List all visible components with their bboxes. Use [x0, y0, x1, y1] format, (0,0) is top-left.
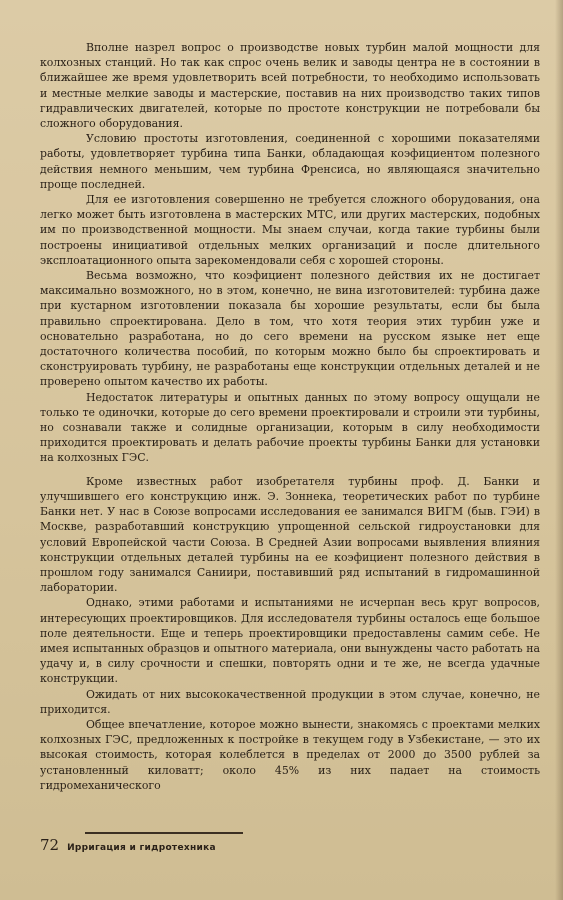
paragraph-8: Ожидать от них высококачественной продукции в этом случае, конечно, не приходится. — [40, 687, 540, 716]
paragraph-3: Для ее изготовления совершенно не требуется сложного оборудования, она легко может быть изготовлена в мастерских МТС, или других мастерских, подобных им по производственной мощности. Мы знаем случаи, когда такие турбины были построены инициативой отдельных мелких организаций и после длительного эксплоатационного опыта зарекомендовали себя с хорошей стороны. — [40, 193, 540, 267]
paragraph-2: Условию простоты изготовления, соединенной с хорошими показателями работы, удовлетворяет турбина типа Банки, обладающая коэфициентом полезного действия немного меньшим, чем турбина Френсиса, но являющаяся значительно проще последней. — [40, 132, 540, 191]
paragraph-5: Недостаток литературы и опытных данных по этому вопросу ощущали не только те одиночки, которые до сего времени проектировали и строили эти турбины, но сознавали также и солидные организации, которым в силу необходимости приходится проектировать и делать рабочие проекты турбины Банки для установки на колхозных ГЭС. — [40, 390, 540, 465]
page-footer — [40, 836, 216, 854]
body-text — [40, 40, 540, 793]
paragraph-7: Однако, этими работами и испытаниями не исчерпан весь круг вопросов, интересующих проектировщиков. Для исследователя турбины осталось еще большое поле деятельности. Еще и теперь проектировщики предоставлены самим себе. Не имея испытанных образцов и опытного материала, они вынуждены часто работать на удачу и, в силу срочности и спешки, повторять одни и те же, не всегда удачные конструкции. — [40, 596, 540, 686]
paragraph-9: Общее впечатление, которое можно вынести, знакомясь с проектами мелких колхозных ГЭС, предложенных к постройке в текущем году в Узбекистане, — это их высокая стоимость, которая колеблется в пределах от 2000 до 3500 рублей за установленный киловатт; около 45% из них падает на стоимость гидромеханического — [40, 717, 540, 792]
paragraph-4: Весьма возможно, что коэфициент полезного действия их не достигает максимально возможного, но в этом, конечно, не вина изготовителей: турбина даже при кустарном изготовлении показала бы хорошие результаты, если бы была правильно спроектирована. Дело в том, что хотя теория этих турбин уже и основательно разработана, но до сего времени на русском языке нет еще достаточного количества пособий, по которым можно было бы спроектировать и сконструировать турбину, не разработаны еще конструкции отдельных деталей и не проверено опытом качество их работы. — [40, 269, 540, 389]
journal-title: Ирригация и гидротехника — [67, 843, 216, 853]
footer-rule — [85, 832, 243, 834]
page-edge-shadow — [555, 0, 563, 900]
page-number: 72 — [40, 836, 60, 854]
paragraph-6: Кроме известных работ изобретателя турбины проф. Д. Банки и улучшившего его конструкцию инж. Э. Зоннека, теоретических работ по турбине Банки нет. У нас в Союзе вопросами исследования ее занимался ВИГМ (быв. ГЭИ) в Москве, разработавший конструкцию упрощенной сельской гидроустановки для условий Европейской части Союза. В Средней Азии вопросами выявления влияния конструкции отдельных деталей турбины на ее коэфициент полезного действия в прошлом году занимался Саниири, поставивший ряд испытаний в гидромашинной лаборатории. — [40, 474, 540, 595]
paragraph-1: Вполне назрел вопрос о производстве новых турбин малой мощности для колхозных станций. Но так как спрос очень велик и заводы центра не в состоянии в ближайшее же время удовлетворить всей потребности, то необходимо использовать и местные мелкие заводы и мастерские, поставив на них производство таких типов гидравлических двигателей, которые по простоте конструкции не потребовали бы сложного оборудования. — [40, 41, 540, 131]
